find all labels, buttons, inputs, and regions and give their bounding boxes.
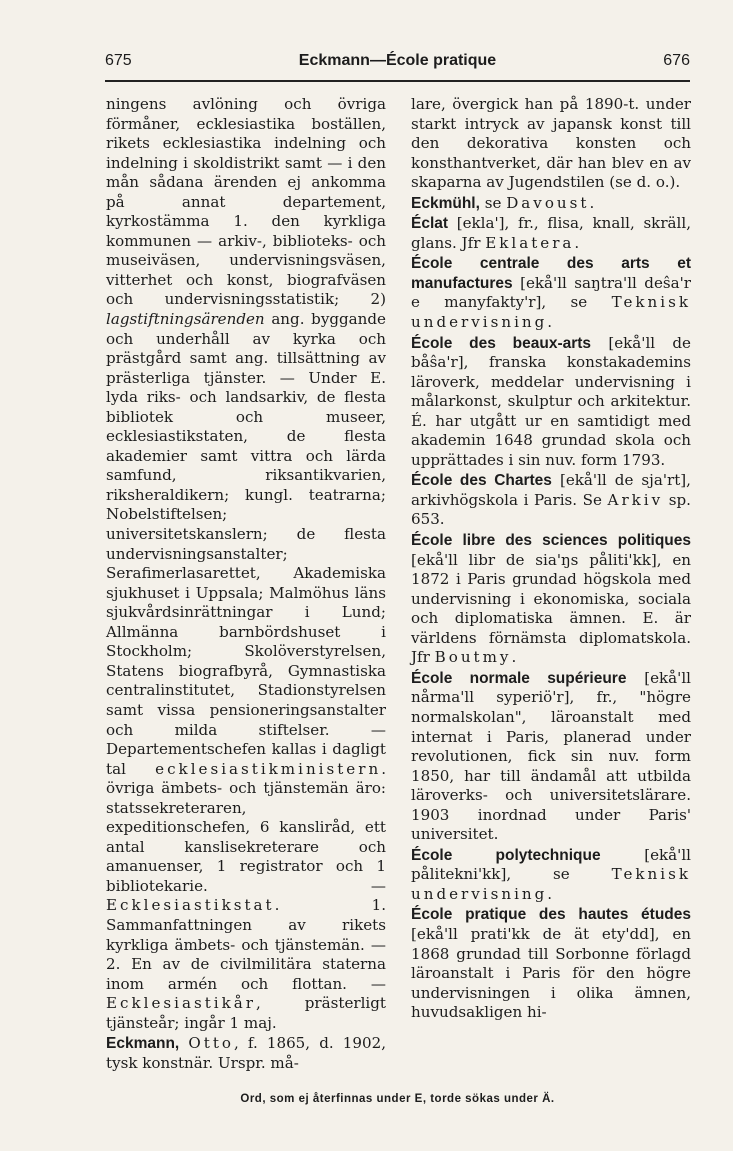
text: . 1. Sammanfattningen av rikets kyrkliga ämbets- och tjänstemän. — 2. En av de civilmilitära staterna inom armén och flottan. — — [106, 896, 386, 993]
headword: École pratique des hautes études — [411, 906, 691, 924]
text: . övriga ämbets- och tjänstemän äro: statssekreteraren, expeditionschefen, 6 kansliråd, ett antal kanslisekreterare och amanuenser, 1 registrator och 1 bibliotekarie. — — [106, 759, 386, 895]
entry-ecole-des-beaux-arts — [411, 334, 691, 471]
headword: École polytechnique — [411, 846, 601, 864]
text: [ekå'll de sja'rt], arkivhögskola i Paris. Se — [411, 471, 691, 509]
text: . — [574, 233, 580, 252]
entry-ecole-des-chartes — [411, 471, 691, 530]
spaced-term: Eklatera — [485, 233, 575, 252]
spaced-term: Teknisk undervisning — [411, 865, 691, 903]
text: [ekå'll pålitekni'kk], se — [411, 845, 691, 884]
text: [ekå'll nårma'll syperiö'r], fr., "högre normalskolan", läroanstalt med internat i Paris, planerad under revolutionen, fick sin nuv. form 1850, har till ändamål att utbilda läroverks- och universitetslärare. 1903 inordnad under Paris' universitet. — [411, 668, 691, 844]
right-column — [411, 95, 691, 1023]
text: [ekå'll prati'kk de ät ety'dd], en 1868 grundad till Sorbonne förlagd läroanstalt i Paris för den högre undervisningen i olika ämnen, huvudsakligen hi- — [411, 924, 691, 1022]
entry-ecole-polytechnique — [411, 846, 691, 905]
text: ningens avlöning och övriga förmåner, ecklesiastika boställen, rikets ecklesiastika indelning och indelning i skoldistrikt samt — i den mån sådana ärenden ej ankomma på annat departement, kyrkostämma 1. den kyrkliga kommunen — arkiv-, biblioteks- och museiväsen, undervisningsväsen, vitterhet och konst, biografväsen och undervisningsstatistik; 2) — [106, 95, 386, 309]
footer-note: Ord, som ej återfinnas under E, torde sökas under Ä. — [240, 1093, 555, 1105]
text: se — [479, 193, 507, 212]
headword: Eckmühl, — [411, 194, 480, 212]
text: . — [511, 648, 517, 667]
text: . — [547, 884, 553, 903]
text: [ekå'll libr de sia'ŋs påliti'kk], en 1872 i Paris grundad högskola med undervisning i ekonomiska, sociala och diplomatiska ämnen. E. är världens förnämsta diplomatskola. Jfr — [411, 550, 691, 667]
spaced-term: ecklesiastikministern — [155, 759, 382, 778]
text: [ekå'll saŋtra'll deŝa'r e manyfakty'r], se — [411, 273, 691, 312]
text: , prästerligt tjänsteår; ingår 1 maj. — [106, 994, 386, 1032]
text: sp. 653. — [411, 490, 691, 529]
running-title: Eckmann—École pratique — [298, 52, 497, 69]
header-rule — [105, 80, 690, 82]
entry-ecole-normale — [411, 669, 691, 845]
italic-term: lagstiftningsärenden — [106, 310, 265, 329]
headword: École libre des sciences politiques — [411, 532, 691, 550]
headword: Éclat — [411, 215, 449, 233]
text: [ekla'], fr., flisa, knall, skräll, glans. Jfr — [411, 214, 691, 252]
text: lare, övergick han på 1890-t. under starkt intryck av japansk konst till den dekorativa konsten och konsthantverket, där han blev en av skaparna av Jugendstilen (se d. o.). — [411, 95, 691, 192]
page-number-right: 676 — [663, 52, 690, 69]
running-header — [105, 52, 690, 80]
paragraph-ecklesiastikdepartementet — [106, 95, 386, 1033]
headword: Eckmann, — [106, 1035, 180, 1053]
headword: École des Chartes — [411, 472, 552, 490]
page-number-left: 675 — [105, 52, 132, 69]
text: . — [547, 313, 553, 332]
text: ang. byggande och underhåll av kyrka och prästgård samt ang. tillsättning av prästerliga tjänster. — Under E. lyda riks- och landsarkiv, de flesta bibliotek och museer, ecklesiastikstaten, de flesta akademier samt vittra och lärda samfund, riksantikvarien, riksheraldikern; kungl. teatrarna; Nobelstiftelsen; universitetskanslern; de flesta undervisningsanstalter; Serafimerlasarettet, Akademiska sjukhuset i Uppsala; Malmöhus läns sjukvårdsinrättningar i Lund; Allmänna barnbördshuset i Stockholm; Skolöverstyrelsen, Statens biografbyrå, Gymnastiska centralinstitutet, Stadionstyrelsen samt vissa pensioneringsanstalter och milda stiftelser. — Departementschefen kallas i dagligt tal — [106, 310, 386, 778]
entry-eclat — [411, 214, 691, 253]
entry-ecole-libre — [411, 531, 691, 668]
headword: École centrale des arts et manufactures — [411, 255, 691, 292]
spaced-term: Davoust — [506, 193, 590, 212]
entry-eckmuhl — [411, 194, 691, 214]
entry-ecole-pratique — [411, 905, 691, 1022]
spaced-term: Boutmy — [434, 648, 512, 667]
spaced-term: Arkiv — [607, 490, 664, 509]
left-column — [106, 95, 386, 1073]
headword: École normale supérieure — [411, 669, 627, 687]
text: , f. 1865, d. 1902, tysk konstnär. Urspr. må- — [106, 1034, 386, 1072]
spaced-term: Otto — [188, 1034, 234, 1053]
spaced-term: Ecklesiastikstat — [106, 896, 275, 915]
entry-ecole-centrale — [411, 254, 691, 332]
spaced-term: Teknisk undervisning — [411, 293, 691, 332]
spaced-term: Ecklesiastikår — [106, 994, 256, 1013]
entry-eckmann-continued — [411, 95, 691, 193]
entry-eckmann — [106, 1034, 386, 1073]
headword: École des beaux-arts — [411, 334, 592, 352]
text: [ekå'll de båŝa'r], franska konstakademins läroverk, meddelar undervisning i målarkonst, skulptur och arkitektur. É. har utgått ur en samtidigt med akademin 1648 grundad skola och upprättades i sin nuv. form 1793. — [411, 333, 691, 469]
text: . — [589, 193, 595, 212]
